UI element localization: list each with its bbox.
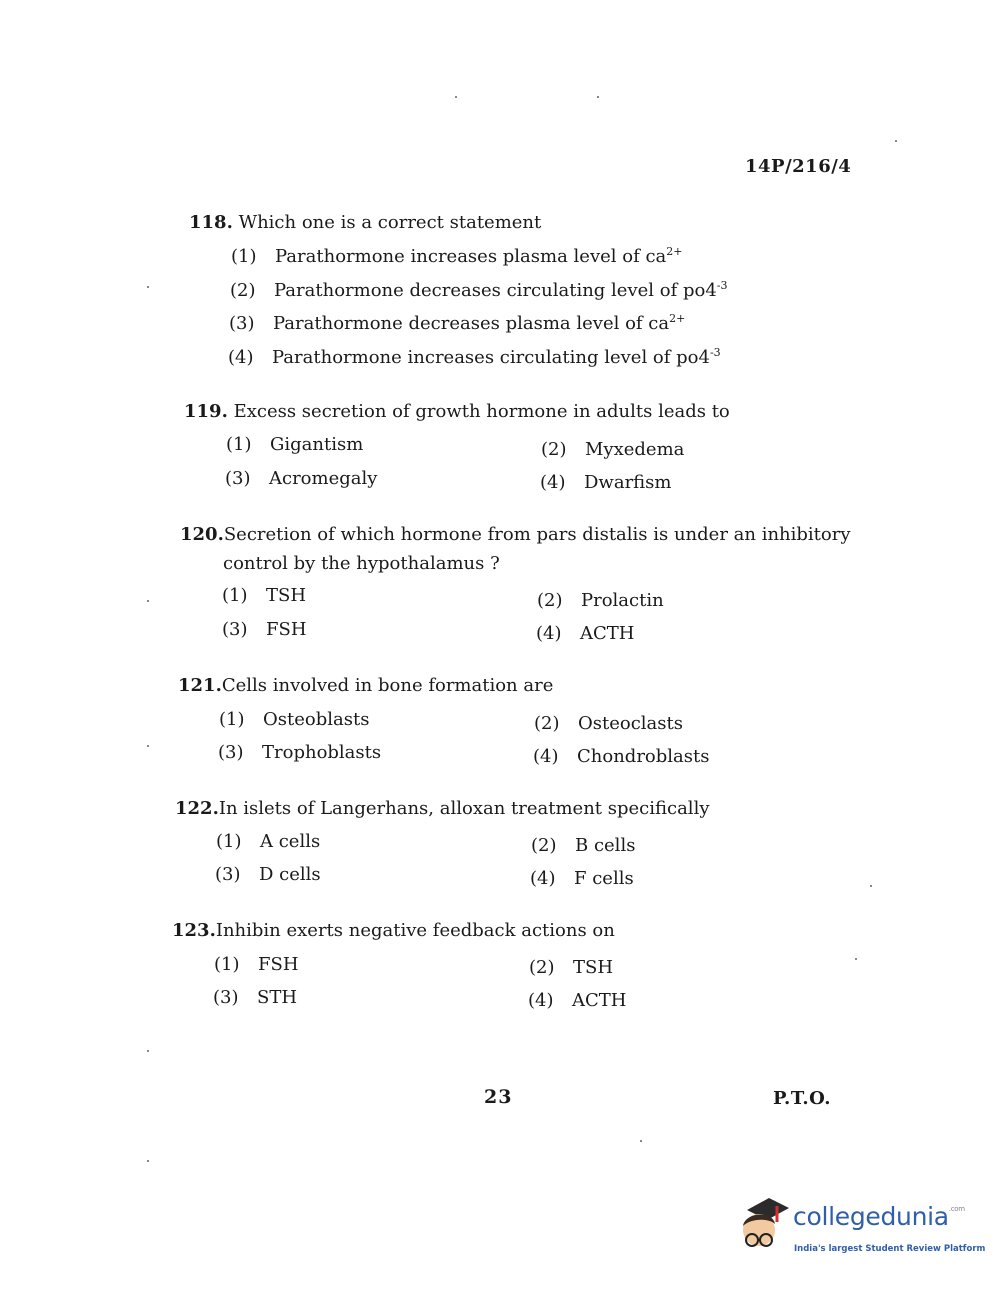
option-4 xyxy=(228,345,721,371)
logo-wordmark: collegedunia$^{.com}$ xyxy=(793,1202,965,1231)
question-stem xyxy=(189,210,541,236)
page-number: 23 xyxy=(484,1086,513,1108)
option-superscript: 2+ xyxy=(666,245,683,258)
option-3 xyxy=(213,985,297,1011)
option-number: (4) xyxy=(228,347,254,368)
option-superscript: -3 xyxy=(709,346,721,359)
question-text: Secretion of which hormone from pars distalis is under an inhibitory xyxy=(223,524,851,545)
option-text: Parathormone decreases circulating level of po4 xyxy=(274,280,717,301)
option-text: ACTH xyxy=(580,623,635,644)
option-number: (1) xyxy=(226,434,252,455)
question-text: Excess secretion of growth hormone in adults leads to xyxy=(233,401,730,422)
option-3 xyxy=(218,740,381,766)
option-4 xyxy=(530,866,634,892)
option-text: TSH xyxy=(266,585,307,606)
option-4 xyxy=(536,621,634,647)
option-2 xyxy=(541,437,684,463)
mascot-icon xyxy=(733,1196,793,1256)
question-number: 122. xyxy=(175,798,219,819)
option-number: (1) xyxy=(216,831,242,852)
option-3 xyxy=(229,311,685,337)
option-1 xyxy=(219,707,369,733)
option-number: (2) xyxy=(531,835,557,856)
option-text: Osteoclasts xyxy=(578,713,683,734)
option-2 xyxy=(531,833,635,859)
option-text: Acromegaly xyxy=(269,468,378,489)
option-2 xyxy=(537,588,664,614)
option-4 xyxy=(533,744,709,770)
option-text: Prolactin xyxy=(581,590,664,611)
question-text: Cells involved in bone formation are xyxy=(221,675,554,696)
question-stem xyxy=(184,399,730,425)
question-stem xyxy=(175,796,710,822)
question-text: Inhibin exerts negative feedback actions on xyxy=(215,920,615,941)
option-text: B cells xyxy=(575,835,636,856)
please-turn-over: P.T.O. xyxy=(773,1088,832,1109)
question-number: 118. xyxy=(189,212,233,233)
option-text: Myxedema xyxy=(585,439,685,460)
option-number: (4) xyxy=(533,746,559,767)
question-number: 120. xyxy=(180,524,224,545)
option-1 xyxy=(214,952,299,978)
option-number: (1) xyxy=(231,246,257,267)
option-number: (4) xyxy=(540,472,566,493)
option-number: (1) xyxy=(219,709,245,730)
option-number: (2) xyxy=(230,280,256,301)
option-text: Gigantism xyxy=(270,434,364,455)
option-text: Parathormone increases plasma level of ca xyxy=(275,246,667,267)
option-number: (2) xyxy=(534,713,560,734)
option-superscript: 2+ xyxy=(669,312,686,325)
option-text: Osteoblasts xyxy=(263,709,370,730)
option-text: D cells xyxy=(259,864,321,885)
option-1 xyxy=(222,583,306,609)
option-number: (1) xyxy=(222,585,248,606)
option-number: (3) xyxy=(215,864,241,885)
question-stem xyxy=(178,673,553,699)
option-number: (3) xyxy=(222,619,248,640)
option-superscript: -3 xyxy=(716,279,728,292)
option-3 xyxy=(215,862,321,888)
question-number: 119. xyxy=(184,401,228,422)
option-1 xyxy=(216,829,320,855)
paper-code: 14P/216/4 xyxy=(745,156,852,177)
option-number: (4) xyxy=(536,623,562,644)
collegedunia-logo xyxy=(733,1196,986,1260)
question-number: 121. xyxy=(178,675,222,696)
option-text: ACTH xyxy=(572,990,627,1011)
option-text: FSH xyxy=(258,954,299,975)
option-text: F cells xyxy=(574,868,634,889)
option-2 xyxy=(534,711,683,737)
option-number: (4) xyxy=(530,868,556,889)
option-text: Parathormone increases circulating level of po4 xyxy=(272,347,710,368)
option-3 xyxy=(225,466,377,492)
question-text-continued: control by the hypothalamus ? xyxy=(223,553,500,574)
option-1 xyxy=(226,432,363,458)
option-text: FSH xyxy=(266,619,307,640)
option-number: (4) xyxy=(528,990,554,1011)
option-3 xyxy=(222,617,307,643)
option-text: TSH xyxy=(573,957,614,978)
option-number: (3) xyxy=(229,313,255,334)
option-number: (3) xyxy=(213,987,239,1008)
option-number: (2) xyxy=(537,590,563,611)
question-stem xyxy=(172,918,615,944)
option-text: A cells xyxy=(260,831,321,852)
option-text: Parathormone decreases plasma level of ca xyxy=(273,313,670,334)
option-number: (3) xyxy=(225,468,251,489)
option-text: Chondroblasts xyxy=(577,746,710,767)
option-text: Dwarfism xyxy=(584,472,672,493)
logo-tagline: India's largest Student Review Platform xyxy=(794,1244,986,1254)
question-number: 123. xyxy=(172,920,216,941)
option-number: (1) xyxy=(214,954,240,975)
option-1 xyxy=(231,244,683,270)
option-2 xyxy=(230,278,728,304)
option-4 xyxy=(540,470,672,496)
option-text: Trophoblasts xyxy=(262,742,382,763)
option-number: (2) xyxy=(529,957,555,978)
option-4 xyxy=(528,988,626,1014)
option-2 xyxy=(529,955,613,981)
question-text: In islets of Langerhans, alloxan treatment specifically xyxy=(218,798,710,819)
option-text: STH xyxy=(257,987,298,1008)
question-text: Which one is a correct statement xyxy=(238,212,542,233)
question-stem xyxy=(180,522,851,548)
option-number: (2) xyxy=(541,439,567,460)
option-number: (3) xyxy=(218,742,244,763)
